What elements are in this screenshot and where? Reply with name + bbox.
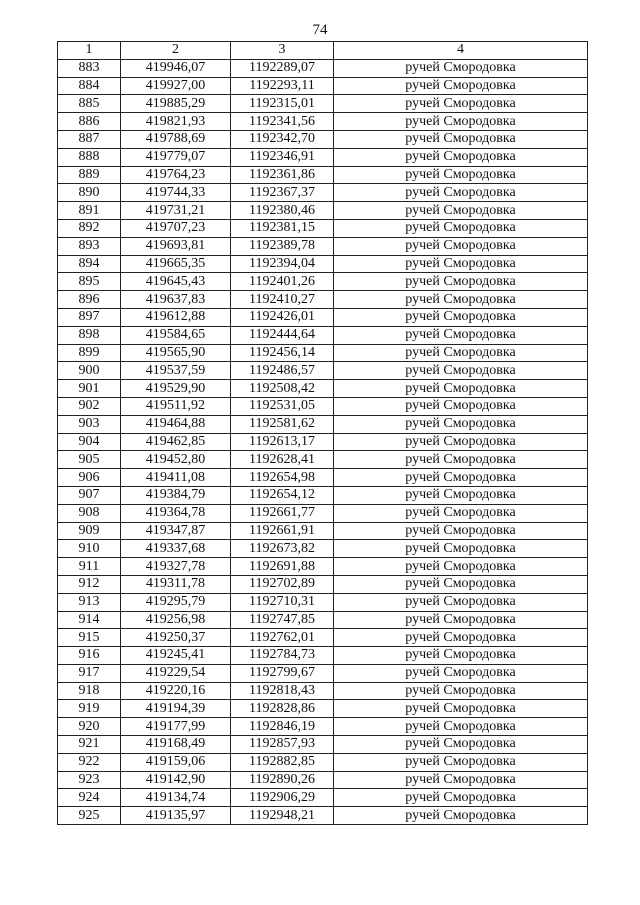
- point-number-cell: 899: [58, 344, 121, 362]
- y-coordinate-cell: 1192367,37: [231, 184, 334, 202]
- object-name-cell: ручей Смородовка: [334, 433, 588, 451]
- point-number-cell: 888: [58, 148, 121, 166]
- y-coordinate-cell: 1192882,85: [231, 753, 334, 771]
- table-row: [58, 664, 588, 682]
- point-number-cell: 893: [58, 237, 121, 255]
- y-coordinate-cell: 1192762,01: [231, 629, 334, 647]
- y-coordinate-cell: 1192486,57: [231, 362, 334, 380]
- y-coordinate-cell: 1192846,19: [231, 718, 334, 736]
- x-coordinate-cell: 419295,79: [121, 593, 231, 611]
- object-name-cell: ручей Смородовка: [334, 664, 588, 682]
- table-row: [58, 807, 588, 825]
- object-name-cell: ручей Смородовка: [334, 718, 588, 736]
- table-row: [58, 308, 588, 326]
- x-coordinate-cell: 419788,69: [121, 130, 231, 148]
- object-name-cell: ручей Смородовка: [334, 522, 588, 540]
- table-row: [58, 718, 588, 736]
- object-name-cell: ручей Смородовка: [334, 397, 588, 415]
- table-row: [58, 77, 588, 95]
- object-name-cell: ручей Смородовка: [334, 291, 588, 309]
- x-coordinate-cell: 419779,07: [121, 148, 231, 166]
- object-name-cell: ручей Смородовка: [334, 629, 588, 647]
- point-number-cell: 910: [58, 540, 121, 558]
- object-name-cell: ручей Смородовка: [334, 700, 588, 718]
- y-coordinate-cell: 1192394,04: [231, 255, 334, 273]
- point-number-cell: 922: [58, 753, 121, 771]
- y-coordinate-cell: 1192948,21: [231, 807, 334, 825]
- table-row: [58, 397, 588, 415]
- x-coordinate-cell: 419177,99: [121, 718, 231, 736]
- x-coordinate-cell: 419194,39: [121, 700, 231, 718]
- x-coordinate-cell: 419159,06: [121, 753, 231, 771]
- point-number-cell: 919: [58, 700, 121, 718]
- object-name-cell: ручей Смородовка: [334, 753, 588, 771]
- point-number-cell: 887: [58, 130, 121, 148]
- column-header-y: 3: [231, 42, 334, 60]
- y-coordinate-cell: 1192315,01: [231, 95, 334, 113]
- table-row: [58, 380, 588, 398]
- x-coordinate-cell: 419612,88: [121, 308, 231, 326]
- x-coordinate-cell: 419229,54: [121, 664, 231, 682]
- x-coordinate-cell: 419135,97: [121, 807, 231, 825]
- y-coordinate-cell: 1192828,86: [231, 700, 334, 718]
- point-number-cell: 891: [58, 202, 121, 220]
- table-row: [58, 415, 588, 433]
- x-coordinate-cell: 419256,98: [121, 611, 231, 629]
- y-coordinate-cell: 1192342,70: [231, 130, 334, 148]
- object-name-cell: ручей Смородовка: [334, 59, 588, 77]
- table-row: [58, 433, 588, 451]
- x-coordinate-cell: 419511,92: [121, 397, 231, 415]
- object-name-cell: ручей Смородовка: [334, 77, 588, 95]
- point-number-cell: 912: [58, 575, 121, 593]
- table-row: [58, 237, 588, 255]
- x-coordinate-cell: 419637,83: [121, 291, 231, 309]
- x-coordinate-cell: 419337,68: [121, 540, 231, 558]
- x-coordinate-cell: 419311,78: [121, 575, 231, 593]
- y-coordinate-cell: 1192818,43: [231, 682, 334, 700]
- table-row: [58, 575, 588, 593]
- object-name-cell: ручей Смородовка: [334, 451, 588, 469]
- x-coordinate-cell: 419927,00: [121, 77, 231, 95]
- table-row: [58, 558, 588, 576]
- object-name-cell: ручей Смородовка: [334, 184, 588, 202]
- table-row: [58, 629, 588, 647]
- point-number-cell: 908: [58, 504, 121, 522]
- table-row: [58, 273, 588, 291]
- y-coordinate-cell: 1192661,77: [231, 504, 334, 522]
- x-coordinate-cell: 419220,16: [121, 682, 231, 700]
- object-name-cell: ручей Смородовка: [334, 469, 588, 487]
- x-coordinate-cell: 419347,87: [121, 522, 231, 540]
- table-row: [58, 166, 588, 184]
- table-row: [58, 344, 588, 362]
- x-coordinate-cell: 419645,43: [121, 273, 231, 291]
- y-coordinate-cell: 1192747,85: [231, 611, 334, 629]
- y-coordinate-cell: 1192857,93: [231, 736, 334, 754]
- y-coordinate-cell: 1192456,14: [231, 344, 334, 362]
- object-name-cell: ручей Смородовка: [334, 255, 588, 273]
- x-coordinate-cell: 419245,41: [121, 647, 231, 665]
- point-number-cell: 900: [58, 362, 121, 380]
- y-coordinate-cell: 1192426,01: [231, 308, 334, 326]
- y-coordinate-cell: 1192628,41: [231, 451, 334, 469]
- table-row: [58, 736, 588, 754]
- object-name-cell: ручей Смородовка: [334, 682, 588, 700]
- y-coordinate-cell: 1192890,26: [231, 771, 334, 789]
- object-name-cell: ручей Смородовка: [334, 202, 588, 220]
- column-header-number: 1: [58, 42, 121, 60]
- point-number-cell: 915: [58, 629, 121, 647]
- x-coordinate-cell: 419464,88: [121, 415, 231, 433]
- x-coordinate-cell: 419411,08: [121, 469, 231, 487]
- y-coordinate-cell: 1192410,27: [231, 291, 334, 309]
- table-row: [58, 202, 588, 220]
- point-number-cell: 914: [58, 611, 121, 629]
- object-name-cell: ручей Смородовка: [334, 611, 588, 629]
- object-name-cell: ручей Смородовка: [334, 575, 588, 593]
- y-coordinate-cell: 1192401,26: [231, 273, 334, 291]
- x-coordinate-cell: 419885,29: [121, 95, 231, 113]
- table-row: [58, 451, 588, 469]
- point-number-cell: 892: [58, 219, 121, 237]
- object-name-cell: ручей Смородовка: [334, 647, 588, 665]
- table-row: [58, 184, 588, 202]
- table-header: [58, 42, 588, 60]
- object-name-cell: ручей Смородовка: [334, 380, 588, 398]
- y-coordinate-cell: 1192381,15: [231, 219, 334, 237]
- column-header-x: 2: [121, 42, 231, 60]
- x-coordinate-cell: 419821,93: [121, 113, 231, 131]
- table-row: [58, 130, 588, 148]
- point-number-cell: 907: [58, 486, 121, 504]
- x-coordinate-cell: 419142,90: [121, 771, 231, 789]
- object-name-cell: ручей Смородовка: [334, 95, 588, 113]
- table-row: [58, 486, 588, 504]
- point-number-cell: 918: [58, 682, 121, 700]
- table-row: [58, 469, 588, 487]
- table-row: [58, 148, 588, 166]
- y-coordinate-cell: 1192673,82: [231, 540, 334, 558]
- table-row: [58, 647, 588, 665]
- point-number-cell: 917: [58, 664, 121, 682]
- x-coordinate-cell: 419537,59: [121, 362, 231, 380]
- point-number-cell: 883: [58, 59, 121, 77]
- point-number-cell: 895: [58, 273, 121, 291]
- table-row: [58, 95, 588, 113]
- y-coordinate-cell: 1192508,42: [231, 380, 334, 398]
- object-name-cell: ручей Смородовка: [334, 807, 588, 825]
- x-coordinate-cell: 419764,23: [121, 166, 231, 184]
- x-coordinate-cell: 419707,23: [121, 219, 231, 237]
- table-row: [58, 326, 588, 344]
- point-number-cell: 890: [58, 184, 121, 202]
- object-name-cell: ручей Смородовка: [334, 308, 588, 326]
- y-coordinate-cell: 1192341,56: [231, 113, 334, 131]
- object-name-cell: ручей Смородовка: [334, 540, 588, 558]
- point-number-cell: 911: [58, 558, 121, 576]
- table-row: [58, 611, 588, 629]
- object-name-cell: ручей Смородовка: [334, 415, 588, 433]
- y-coordinate-cell: 1192389,78: [231, 237, 334, 255]
- x-coordinate-cell: 419134,74: [121, 789, 231, 807]
- x-coordinate-cell: 419250,37: [121, 629, 231, 647]
- x-coordinate-cell: 419731,21: [121, 202, 231, 220]
- table-row: [58, 291, 588, 309]
- object-name-cell: ручей Смородовка: [334, 736, 588, 754]
- x-coordinate-cell: 419584,65: [121, 326, 231, 344]
- object-name-cell: ручей Смородовка: [334, 130, 588, 148]
- point-number-cell: 916: [58, 647, 121, 665]
- y-coordinate-cell: 1192293,11: [231, 77, 334, 95]
- x-coordinate-cell: 419529,90: [121, 380, 231, 398]
- table-row: [58, 113, 588, 131]
- object-name-cell: ручей Смородовка: [334, 273, 588, 291]
- object-name-cell: ручей Смородовка: [334, 362, 588, 380]
- table-row: [58, 753, 588, 771]
- y-coordinate-cell: 1192654,98: [231, 469, 334, 487]
- object-name-cell: ручей Смородовка: [334, 326, 588, 344]
- object-name-cell: ручей Смородовка: [334, 486, 588, 504]
- point-number-cell: 898: [58, 326, 121, 344]
- table-row: [58, 700, 588, 718]
- x-coordinate-cell: 419565,90: [121, 344, 231, 362]
- point-number-cell: 923: [58, 771, 121, 789]
- x-coordinate-cell: 419452,80: [121, 451, 231, 469]
- table-body: [58, 59, 588, 824]
- point-number-cell: 886: [58, 113, 121, 131]
- table-row: [58, 540, 588, 558]
- point-number-cell: 884: [58, 77, 121, 95]
- point-number-cell: 889: [58, 166, 121, 184]
- x-coordinate-cell: 419384,79: [121, 486, 231, 504]
- x-coordinate-cell: 419168,49: [121, 736, 231, 754]
- point-number-cell: 905: [58, 451, 121, 469]
- y-coordinate-cell: 1192613,17: [231, 433, 334, 451]
- x-coordinate-cell: 419364,78: [121, 504, 231, 522]
- point-number-cell: 894: [58, 255, 121, 273]
- point-number-cell: 913: [58, 593, 121, 611]
- y-coordinate-cell: 1192531,05: [231, 397, 334, 415]
- y-coordinate-cell: 1192661,91: [231, 522, 334, 540]
- object-name-cell: ручей Смородовка: [334, 237, 588, 255]
- x-coordinate-cell: 419744,33: [121, 184, 231, 202]
- coordinates-table: [57, 41, 588, 825]
- object-name-cell: ручей Смородовка: [334, 344, 588, 362]
- y-coordinate-cell: 1192702,89: [231, 575, 334, 593]
- y-coordinate-cell: 1192346,91: [231, 148, 334, 166]
- table-row: [58, 59, 588, 77]
- table-row: [58, 255, 588, 273]
- object-name-cell: ручей Смородовка: [334, 113, 588, 131]
- point-number-cell: 925: [58, 807, 121, 825]
- point-number-cell: 920: [58, 718, 121, 736]
- y-coordinate-cell: 1192361,86: [231, 166, 334, 184]
- y-coordinate-cell: 1192581,62: [231, 415, 334, 433]
- object-name-cell: ручей Смородовка: [334, 771, 588, 789]
- point-number-cell: 897: [58, 308, 121, 326]
- x-coordinate-cell: 419665,35: [121, 255, 231, 273]
- object-name-cell: ручей Смородовка: [334, 166, 588, 184]
- point-number-cell: 906: [58, 469, 121, 487]
- y-coordinate-cell: 1192654,12: [231, 486, 334, 504]
- table-row: [58, 504, 588, 522]
- y-coordinate-cell: 1192444,64: [231, 326, 334, 344]
- table-row: [58, 219, 588, 237]
- header-row: [58, 42, 588, 60]
- y-coordinate-cell: 1192380,46: [231, 202, 334, 220]
- x-coordinate-cell: 419693,81: [121, 237, 231, 255]
- object-name-cell: ручей Смородовка: [334, 504, 588, 522]
- object-name-cell: ручей Смородовка: [334, 789, 588, 807]
- table-row: [58, 789, 588, 807]
- table-row: [58, 522, 588, 540]
- object-name-cell: ручей Смородовка: [334, 558, 588, 576]
- point-number-cell: 904: [58, 433, 121, 451]
- point-number-cell: 924: [58, 789, 121, 807]
- table-row: [58, 362, 588, 380]
- table-row: [58, 593, 588, 611]
- y-coordinate-cell: 1192784,73: [231, 647, 334, 665]
- x-coordinate-cell: 419462,85: [121, 433, 231, 451]
- point-number-cell: 909: [58, 522, 121, 540]
- object-name-cell: ручей Смородовка: [334, 148, 588, 166]
- point-number-cell: 885: [58, 95, 121, 113]
- object-name-cell: ручей Смородовка: [334, 219, 588, 237]
- x-coordinate-cell: 419946,07: [121, 59, 231, 77]
- point-number-cell: 901: [58, 380, 121, 398]
- point-number-cell: 903: [58, 415, 121, 433]
- y-coordinate-cell: 1192799,67: [231, 664, 334, 682]
- point-number-cell: 896: [58, 291, 121, 309]
- table-row: [58, 771, 588, 789]
- y-coordinate-cell: 1192906,29: [231, 789, 334, 807]
- table-row: [58, 682, 588, 700]
- point-number-cell: 921: [58, 736, 121, 754]
- page-number: 74: [312, 22, 328, 38]
- y-coordinate-cell: 1192691,88: [231, 558, 334, 576]
- y-coordinate-cell: 1192289,07: [231, 59, 334, 77]
- y-coordinate-cell: 1192710,31: [231, 593, 334, 611]
- column-header-object: 4: [334, 42, 588, 60]
- point-number-cell: 902: [58, 397, 121, 415]
- object-name-cell: ручей Смородовка: [334, 593, 588, 611]
- x-coordinate-cell: 419327,78: [121, 558, 231, 576]
